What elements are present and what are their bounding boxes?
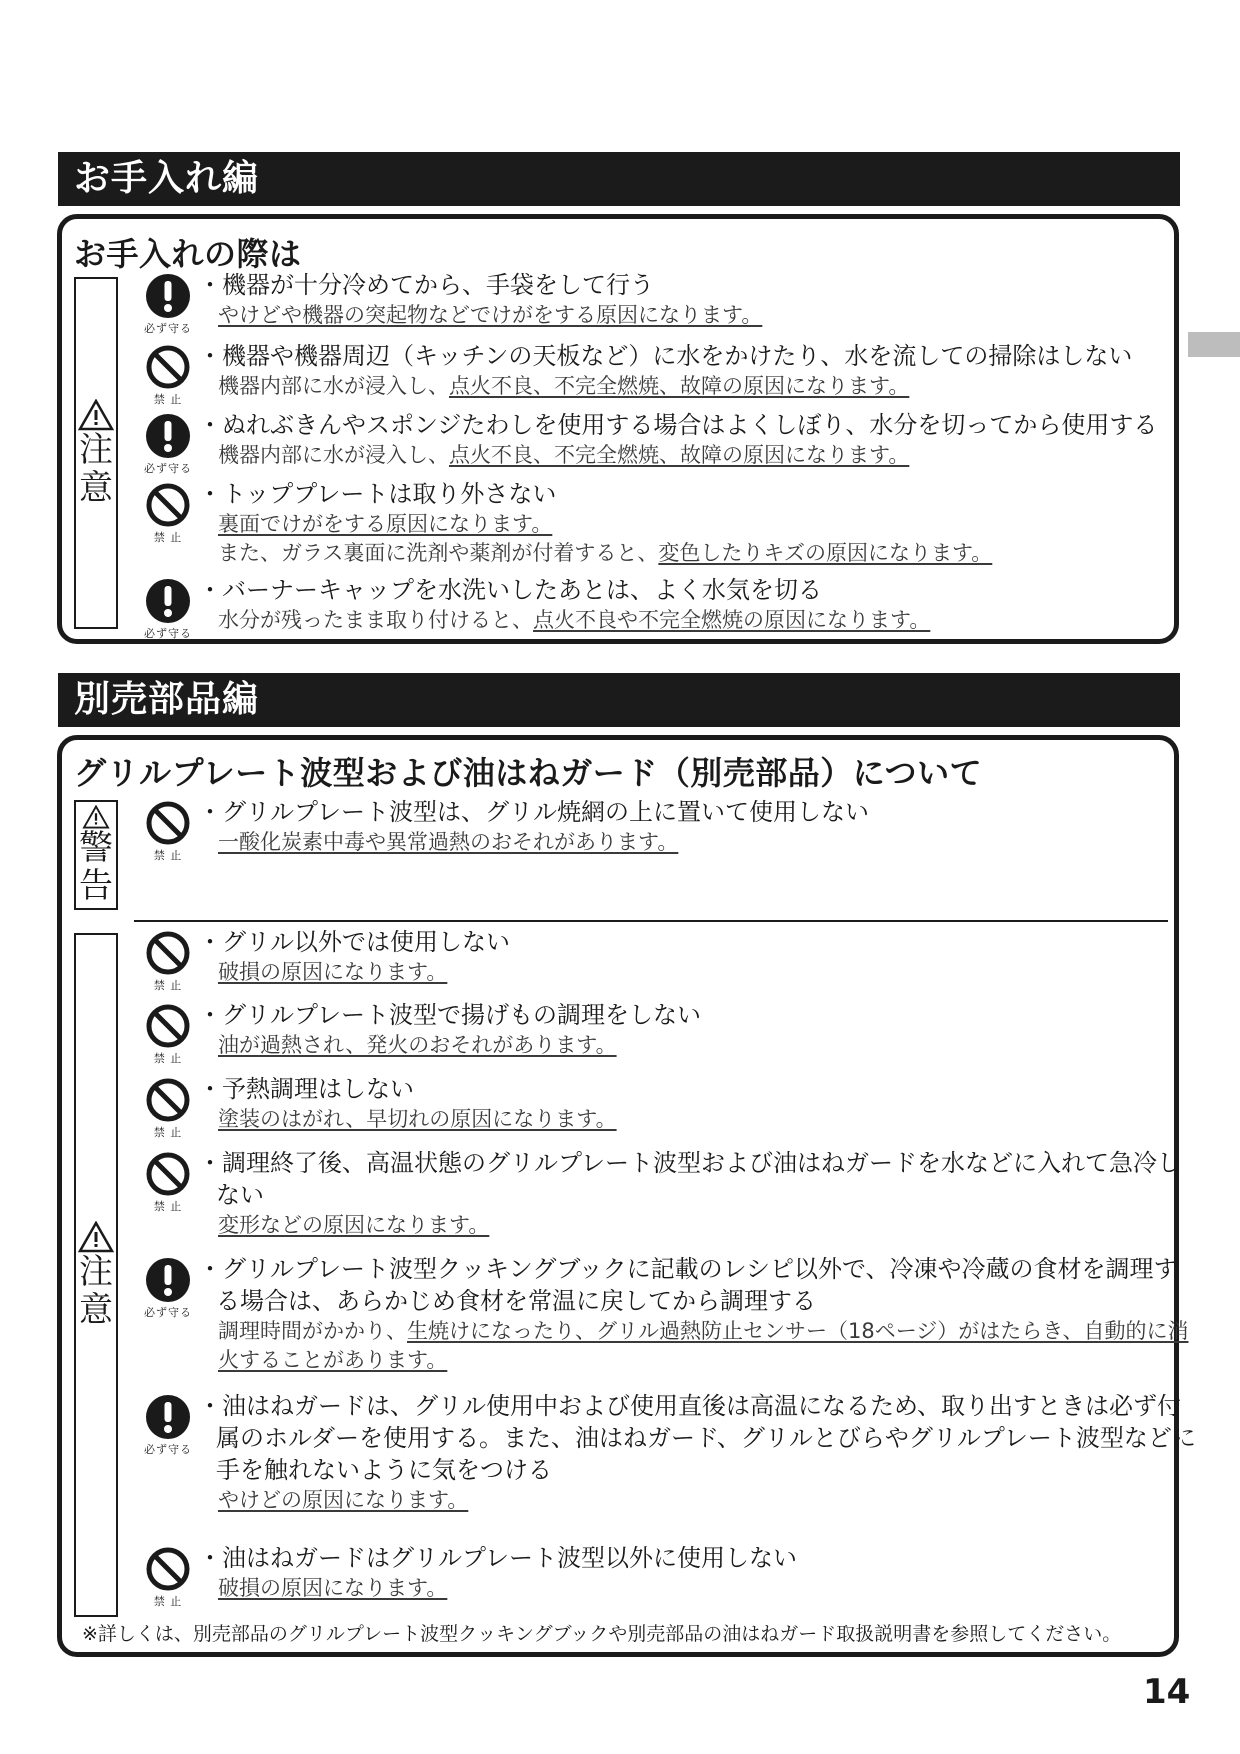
item-text: ・調理終了後、高温状態のグリルプレート波型および油はねガードを水などに入れて急冷しない	[198, 1149, 1182, 1209]
prohibited-icon	[145, 1546, 191, 1592]
item-text: ・予熱調理はしない	[198, 1075, 414, 1103]
section-header-maintenance: お手入れ編	[58, 152, 1180, 206]
prohibited-symbol: 禁 止	[140, 344, 196, 407]
optional-parts-box	[57, 735, 1196, 1657]
item-reason: 塗装のはがれ、早切れの原因になります。	[218, 1107, 617, 1131]
page-number: 14	[1143, 1672, 1191, 1712]
item-text: ・機器や機器周辺（キッチンの天板など）に水をかけたり、水を流しての掃除はしない	[198, 342, 1133, 370]
caution-label-char: 注	[79, 430, 113, 470]
item-reason: 裏面でけがをする原因になります。	[218, 512, 553, 536]
chapter-tab-marker	[1188, 332, 1240, 357]
item-text: ・グリルプレート波型で揚げもの調理をしない	[198, 1001, 702, 1029]
prohibited-icon	[145, 344, 191, 390]
caution-label	[74, 277, 118, 629]
divider	[134, 920, 1168, 922]
item-reason: 油が過熱され、発火のおそれがあります。	[218, 1033, 617, 1057]
item-reason: 破損の原因になります。	[218, 1576, 448, 1600]
mandatory-icon	[145, 578, 191, 624]
prohibited-icon	[145, 800, 191, 846]
item-text: ・機器が十分冷めてから、手袋をして行う	[198, 271, 654, 299]
maintenance-caution-box	[57, 214, 1179, 644]
item-text: ・グリル以外では使用しない	[198, 928, 510, 956]
footnote: ※詳しくは、別売部品のグリルプレート波型クッキングブックや別売部品の油はねガード取扱説明書を参照してください。	[82, 1623, 1122, 1645]
item-text: ・ぬれぶきんやスポンジたわしを使用する場合はよくしぼり、水分を切ってから使用する	[198, 411, 1158, 439]
box-title: グリルプレート波型および油はねガード（別売部品）について	[74, 754, 983, 792]
prohibited-symbol: 禁 止	[140, 800, 196, 863]
prohibited-icon	[145, 1077, 191, 1123]
mandatory-icon	[145, 413, 191, 459]
item-reason: やけどや機器の突起物などでけがをする原因になります。	[218, 303, 763, 327]
prohibited-symbol: 禁 止	[140, 1546, 196, 1609]
item-text: ・油はねガードはグリルプレート波型以外に使用しない	[198, 1544, 798, 1572]
item-reason: 点火不良、不完全燃焼、故障の原因になります。	[449, 443, 910, 467]
box-title: お手入れの際は	[74, 235, 302, 273]
item-reason: 点火不良や不完全燃焼の原因になります。	[533, 608, 931, 632]
item-reason-plain: 機器内部に水が浸入し、	[218, 374, 449, 398]
item-text: ・バーナーキャップを水洗いしたあとは、よく水気を切る	[198, 576, 822, 604]
mandatory-symbol: 必ず守る	[140, 273, 196, 336]
item-text: ・グリルプレート波型クッキングブックに記載のレシピ以外で、冷凍や冷蔵の食材を調理する場合は、あらかじめ食材を常温に戻してから調理する	[198, 1255, 1178, 1315]
caution-label-char: 意	[79, 1290, 113, 1330]
item-reason: 変色したりキズの原因になります。	[658, 541, 993, 565]
mandatory-symbol: 必ず守る	[140, 413, 196, 476]
prohibited-symbol: 禁 止	[140, 1003, 196, 1066]
prohibited-icon	[145, 482, 191, 528]
item-reason: 一酸化炭素中毒や異常過熱のおそれがあります。	[218, 830, 679, 854]
item-reason-plain: 水分が残ったまま取り付けると、	[218, 608, 533, 632]
prohibited-symbol: 禁 止	[140, 1077, 196, 1140]
warning-triangle-icon	[78, 1221, 114, 1253]
mandatory-icon	[145, 1394, 191, 1440]
mandatory-icon	[145, 1257, 191, 1303]
mandatory-symbol: 必ず守る	[140, 1257, 196, 1320]
caution-label-char: 意	[79, 468, 113, 508]
item-reason-plain: 機器内部に水が浸入し、	[218, 443, 449, 467]
mandatory-icon	[145, 273, 191, 319]
item-text: ・油はねガードは、グリル使用中および使用直後は高温になるため、取り出すときは必ず付属のホルダーを使用する。また、油はねガード、グリルとびらやグリルプレート波型などに手を触れないように気をつける	[198, 1392, 1196, 1484]
caution-label	[74, 933, 118, 1617]
item-reason: 点火不良、不完全燃焼、故障の原因になります。	[449, 374, 910, 398]
prohibited-symbol: 禁 止	[140, 482, 196, 545]
section-header-optional-parts: 別売部品編	[58, 673, 1180, 727]
item-reason: 生焼けになったり、グリル過熱防止センサー（18ページ）がはたらき、自動的に消火することがあります。	[218, 1319, 1189, 1372]
mandatory-symbol: 必ず守る	[140, 578, 196, 641]
prohibited-symbol: 禁 止	[140, 930, 196, 993]
mandatory-symbol: 必ず守る	[140, 1394, 196, 1457]
prohibited-icon	[145, 1151, 191, 1197]
item-reason: 変形などの原因になります。	[218, 1213, 490, 1237]
warning-triangle-icon	[78, 805, 114, 829]
item-text: ・トッププレートは取り外さない	[198, 480, 557, 508]
prohibited-symbol: 禁 止	[140, 1151, 196, 1214]
item-reason: 破損の原因になります。	[218, 960, 448, 984]
warning-label-char: 告	[79, 866, 113, 906]
item-reason-plain: 調理時間がかかり、	[218, 1319, 407, 1343]
warning-label-char: 警	[79, 828, 113, 868]
caution-label-char: 注	[79, 1252, 113, 1292]
prohibited-icon	[145, 930, 191, 976]
item-text: ・グリルプレート波型は、グリル焼網の上に置いて使用しない	[198, 798, 870, 826]
item-reason: やけどの原因になります。	[218, 1488, 469, 1512]
item-reason-plain: また、ガラス裏面に洗剤や薬剤が付着すると、	[218, 541, 659, 565]
prohibited-icon	[145, 1003, 191, 1049]
warning-label	[74, 800, 118, 910]
warning-triangle-icon	[78, 399, 114, 431]
